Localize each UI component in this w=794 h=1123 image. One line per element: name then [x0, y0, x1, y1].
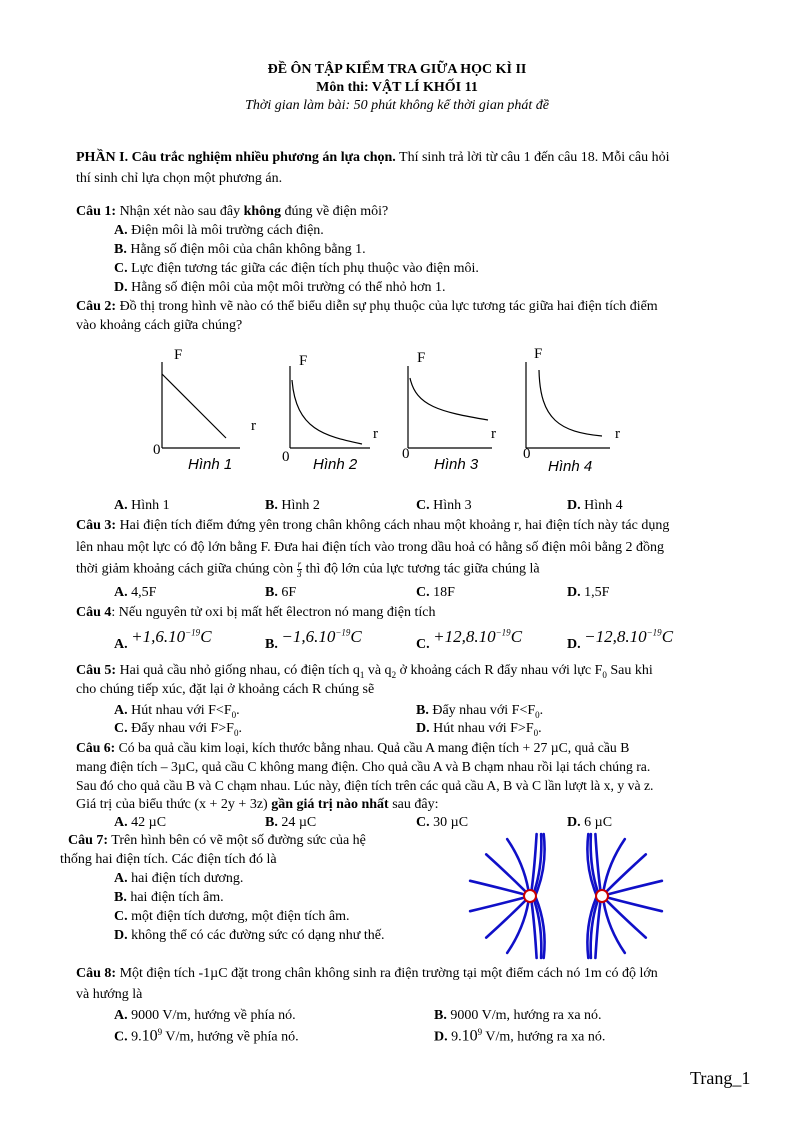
graph4-caption: Hình 4 [548, 458, 593, 475]
q7-option-a[interactable]: A. hai điện tích dương. [114, 871, 244, 886]
graph1-r-label: r [251, 418, 256, 434]
part1-heading: PHẦN I. Câu trắc nghiệm nhiều phương án lựa chọn. [76, 150, 396, 165]
q7-stem-line2: thống hai điện tích. Các điện tích đó là [60, 852, 277, 867]
page-number: Trang_1 [690, 1068, 751, 1088]
q8-option-c[interactable]: C. 9.10$^9$ V/m, hướng về phía nó. [114, 1027, 299, 1045]
charge-left [524, 890, 536, 902]
q2-stem-line2: vào khoảng cách giữa chúng? [76, 318, 243, 333]
part1-instruction-line2: thí sinh chỉ lựa chọn một phương án. [76, 171, 283, 186]
q4-option-c[interactable]: C. $+12,8.10^{-19}C$ [416, 627, 523, 652]
q3-stem-line2: lên nhau một lực có độ lớn bằng F. Đưa hai điện tích vào trong dầu hoả có hằng số điện môi bằng 2 đồng [76, 540, 664, 555]
q4-stem: Câu 4: Nếu nguyên tử oxi bị mất hết êlectron nó mang điện tích [76, 605, 436, 620]
q6-stem-line3: Sau đó cho quả cầu B và C chạm nhau. Lúc này, điện tích trên các quả cầu A, B và C lần lượt là x, y và z. [76, 778, 654, 793]
q4-option-a[interactable]: A. $+1,6.10^{-19}C$ [114, 627, 212, 652]
graph4-origin: 0 [523, 446, 531, 462]
part1-instruction: PHẦN I. Câu trắc nghiệm nhiều phương án lựa chọn. Thí sinh trả lời từ câu 1 đến câu 18. Mỗi câu hỏi [76, 150, 670, 165]
graph1-origin: 0 [153, 442, 161, 458]
graph4-f-label: F [534, 346, 543, 362]
graph4-curve [539, 370, 602, 436]
charge-right [596, 890, 608, 902]
q2-option-c[interactable]: C. Hình 3 [416, 498, 472, 513]
q4-option-b[interactable]: B. $-1,6.10^{-19}C$ [265, 627, 362, 652]
q1-option-a[interactable]: A. Điện môi là môi trường cách điện. [114, 223, 324, 238]
graph1-curve [162, 374, 226, 438]
q2-option-b[interactable]: B. Hình 2 [265, 498, 320, 513]
q5-option-a[interactable]: A. Hút nhau với $F<F_0$. [114, 703, 240, 720]
exam-subject: Môn thi: VẬT LÍ KHỐI 11 [316, 80, 478, 95]
graph2-origin: 0 [282, 449, 290, 465]
q8-stem-line2: và hướng là [76, 987, 143, 1002]
q7-option-d[interactable]: D. không thể có các đường sức có dạng như thế. [114, 928, 385, 943]
q3-option-d[interactable]: D. 1,5F [567, 585, 610, 600]
graph2-curve [292, 380, 362, 444]
q1-option-b[interactable]: B. Hằng số điện môi của chân không bằng 1. [114, 242, 366, 257]
graph3-r-label: r [491, 426, 496, 442]
q2-option-d[interactable]: D. Hình 4 [567, 498, 623, 513]
graph3-origin: 0 [402, 446, 410, 462]
q1-option-d[interactable]: D. Hằng số điện môi của một môi trường có thể nhỏ hơn 1. [114, 280, 446, 295]
q8-option-b[interactable]: B. 9000 V/m, hướng ra xa nó. [434, 1008, 602, 1023]
graph2-caption: Hình 2 [313, 456, 358, 473]
exam-title: ĐỀ ÔN TẬP KIỂM TRA GIỮA HỌC KÌ II [267, 62, 527, 77]
q8-option-d[interactable]: D. 9.10$^9$ V/m, hướng ra xa nó. [434, 1027, 606, 1045]
q5-option-c[interactable]: C. Đẩy nhau với $F>F_0$. [114, 721, 242, 738]
q6-option-b[interactable]: B. 24 µC [265, 815, 317, 830]
q1-option-c[interactable]: C. Lực điện tương tác giữa các điện tích phụ thuộc vào điện môi. [114, 261, 479, 276]
graph4-r-label: r [615, 426, 620, 442]
q4-option-d[interactable]: D. $-12,8.10^{-19}C$ [567, 627, 674, 652]
q3-option-c[interactable]: C. 18F [416, 585, 455, 600]
q2-option-a[interactable]: A. Hình 1 [114, 498, 170, 513]
q3-option-b[interactable]: B. 6F [265, 585, 297, 600]
graph2-r-label: r [373, 426, 378, 442]
q1-stem: Câu 1: Nhận xét nào sau đây không đúng về điện môi? [76, 204, 389, 219]
graph1-f-label: F [174, 347, 183, 363]
graph3-f-label: F [417, 350, 426, 366]
q5-stem-line2: cho chúng tiếp xúc, đặt lại ở khoảng cách R chúng sẽ [76, 682, 375, 697]
q3-option-a[interactable]: A. 4,5F [114, 585, 157, 600]
q5-option-d[interactable]: D. Hút nhau với $F>F_0$. [416, 721, 542, 738]
q7-option-b[interactable]: B. hai điện tích âm. [114, 890, 224, 905]
q7-field-lines-diagram [466, 826, 666, 966]
q5-option-b[interactable]: B. Đẩy nhau với $F<F_0$. [416, 703, 544, 720]
q8-stem: Câu 8: Một điện tích -1µC đặt trong chân không sinh ra điện trường tại một điểm cách nó 1m có độ lớn [76, 966, 658, 981]
graph3-caption: Hình 3 [434, 456, 479, 473]
q5-stem: Câu 5: Hai quả cầu nhỏ giống nhau, có điện tích $q_1$ và $q_2$ ở khoảng cách R đẩy nhau với lực $F_0$ Sau khi [76, 663, 653, 680]
q2-stem: Câu 2: Đồ thị trong hình vẽ nào có thể biểu diễn sự phụ thuộc của lực tương tác giữa hai điện tích điểm [76, 299, 658, 314]
q7-stem: Câu 7: Trên hình bên có vẽ một số đường sức của hệ [68, 833, 366, 848]
q3-stem: Câu 3: Hai điện tích điểm đứng yên trong chân không cách nhau một khoảng r, hai điện tích này tác dụng [76, 518, 670, 533]
q3-fraction: $\frac{r}{3}$ [297, 559, 302, 579]
graph1-caption: Hình 1 [188, 456, 233, 473]
q6-stem-line4: Giá trị của biểu thức (x + 2y + 3z) gần giá trị nào nhất sau đây: [76, 797, 439, 812]
q6-stem: Câu 6: Có ba quả cầu kim loại, kích thước bằng nhau. Quả cầu A mang điện tích + 27 µC, quả cầu B [76, 740, 630, 755]
q7-option-c[interactable]: C. một điện tích dương, một điện tích âm. [114, 909, 350, 924]
q6-option-c[interactable]: C. 30 µC [416, 815, 469, 830]
q8-option-a[interactable]: A. 9000 V/m, hướng về phía nó. [114, 1008, 296, 1023]
q6-option-a[interactable]: A. 42 µC [114, 815, 167, 830]
graph2-f-label: F [299, 353, 308, 369]
q3-stem-line3: thời giảm khoảng cách giữa chúng còn $\frac{r}{3}$ thì độ lớn của lực tương tác giữa chúng là [76, 559, 540, 579]
q6-option-d[interactable]: D. 6 µC [567, 815, 613, 830]
exam-time: Thời gian làm bài: 50 phút không kể thời gian phát đề [245, 98, 549, 113]
graph3-curve [410, 378, 488, 420]
q6-stem-line2: mang điện tích – 3µC, quả cầu C không mang điện. Cho quả cầu A và B chạm nhau rồi lại tách chúng ra. [76, 759, 651, 774]
